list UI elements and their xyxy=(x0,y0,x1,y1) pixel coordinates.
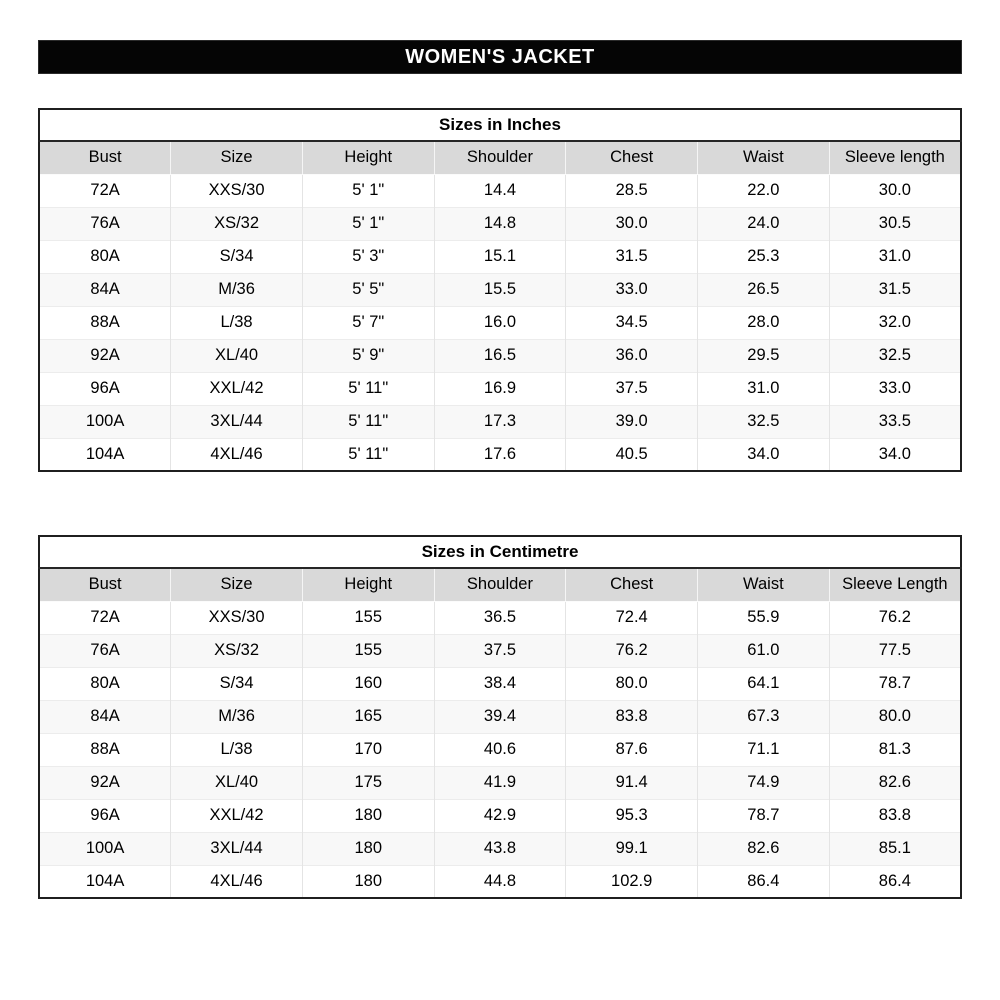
table-title: Sizes in Centimetre xyxy=(39,536,961,568)
table-cell: 5' 9" xyxy=(302,339,434,372)
table-cell: 80A xyxy=(39,240,171,273)
table-cell: 37.5 xyxy=(434,634,566,667)
table-cell: 17.6 xyxy=(434,438,566,471)
table-cell: 30.0 xyxy=(566,207,698,240)
table-cell: 67.3 xyxy=(698,700,830,733)
table-cell: 95.3 xyxy=(566,799,698,832)
table-cell: 96A xyxy=(39,372,171,405)
table-cell: XXL/42 xyxy=(171,799,303,832)
table-row xyxy=(39,174,961,207)
table-cell: 5' 7" xyxy=(302,306,434,339)
table-cell: 76A xyxy=(39,207,171,240)
table-cell: 4XL/46 xyxy=(171,438,303,471)
table-cell: 74.9 xyxy=(698,766,830,799)
table-cell: 3XL/44 xyxy=(171,832,303,865)
page-title: WOMEN'S JACKET xyxy=(405,45,595,68)
table-cell: 100A xyxy=(39,405,171,438)
table-cell: 16.9 xyxy=(434,372,566,405)
table-cell: 32.0 xyxy=(829,306,961,339)
table-cell: 14.8 xyxy=(434,207,566,240)
table-cell: 29.5 xyxy=(698,339,830,372)
column-header-bust: Bust xyxy=(39,141,171,174)
table-cell: 165 xyxy=(302,700,434,733)
table-cell: 78.7 xyxy=(829,667,961,700)
table-cell: 41.9 xyxy=(434,766,566,799)
table-row xyxy=(39,700,961,733)
table-cell: 85.1 xyxy=(829,832,961,865)
table-cell: 180 xyxy=(302,865,434,898)
table-cell: XL/40 xyxy=(171,766,303,799)
table-cell: 76A xyxy=(39,634,171,667)
table-cell: 170 xyxy=(302,733,434,766)
table-cell: 28.5 xyxy=(566,174,698,207)
table-row xyxy=(39,273,961,306)
table-cell: 72.4 xyxy=(566,601,698,634)
table-cell: 43.8 xyxy=(434,832,566,865)
column-header-height: Height xyxy=(302,568,434,601)
table-cell: 78.7 xyxy=(698,799,830,832)
table-cell: 44.8 xyxy=(434,865,566,898)
table-cell: 86.4 xyxy=(698,865,830,898)
table-cell: 87.6 xyxy=(566,733,698,766)
table-cell: 15.1 xyxy=(434,240,566,273)
table-cell: 30.5 xyxy=(829,207,961,240)
table-body xyxy=(39,174,961,471)
column-header-size: Size xyxy=(171,141,303,174)
table-row xyxy=(39,799,961,832)
table-cell: 16.0 xyxy=(434,306,566,339)
table-cell: 91.4 xyxy=(566,766,698,799)
table-cell: 30.0 xyxy=(829,174,961,207)
column-header-sleeve-length: Sleeve length xyxy=(829,141,961,174)
table-cell: 14.4 xyxy=(434,174,566,207)
table-cell: 5' 11" xyxy=(302,438,434,471)
table-cell: 34.5 xyxy=(566,306,698,339)
table-cell: 26.5 xyxy=(698,273,830,306)
table-row xyxy=(39,832,961,865)
table-body xyxy=(39,601,961,898)
table-cell: 96A xyxy=(39,799,171,832)
table-cell: 82.6 xyxy=(698,832,830,865)
table-cell: XL/40 xyxy=(171,339,303,372)
table-cell: XXL/42 xyxy=(171,372,303,405)
column-header-height: Height xyxy=(302,141,434,174)
table-cell: 80A xyxy=(39,667,171,700)
table-title-row xyxy=(39,109,961,141)
column-header-shoulder: Shoulder xyxy=(434,141,566,174)
table-cell: 82.6 xyxy=(829,766,961,799)
table-row xyxy=(39,438,961,471)
table-cell: 104A xyxy=(39,865,171,898)
table-cell: 88A xyxy=(39,306,171,339)
column-header-shoulder: Shoulder xyxy=(434,568,566,601)
column-header-sleeve-length: Sleeve Length xyxy=(829,568,961,601)
table-cell: 92A xyxy=(39,766,171,799)
column-header-chest: Chest xyxy=(566,141,698,174)
table-cell: 36.5 xyxy=(434,601,566,634)
table-cell: 81.3 xyxy=(829,733,961,766)
table-cell: 31.0 xyxy=(698,372,830,405)
table-row xyxy=(39,240,961,273)
table-cell: 72A xyxy=(39,174,171,207)
table-cell: 5' 3" xyxy=(302,240,434,273)
table-cell: 100A xyxy=(39,832,171,865)
column-header-row xyxy=(39,568,961,601)
table-row xyxy=(39,766,961,799)
table-cell: 76.2 xyxy=(829,601,961,634)
table-cell: L/38 xyxy=(171,733,303,766)
table-cell: 22.0 xyxy=(698,174,830,207)
table-row xyxy=(39,405,961,438)
table-row xyxy=(39,306,961,339)
table-cell: 64.1 xyxy=(698,667,830,700)
table-cell: M/36 xyxy=(171,273,303,306)
table-cell: 71.1 xyxy=(698,733,830,766)
table-cell: 180 xyxy=(302,799,434,832)
table-cell: 55.9 xyxy=(698,601,830,634)
table-cell: 83.8 xyxy=(566,700,698,733)
table-cell: 33.0 xyxy=(566,273,698,306)
column-header-waist: Waist xyxy=(698,141,830,174)
table-cell: 34.0 xyxy=(698,438,830,471)
table-cell: 180 xyxy=(302,832,434,865)
table-cell: 40.6 xyxy=(434,733,566,766)
table-cell: 5' 11" xyxy=(302,372,434,405)
table-cell: 34.0 xyxy=(829,438,961,471)
table-cell: 31.0 xyxy=(829,240,961,273)
table-cell: 84A xyxy=(39,273,171,306)
table-cell: 160 xyxy=(302,667,434,700)
table-cell: S/34 xyxy=(171,240,303,273)
table-cell: 37.5 xyxy=(566,372,698,405)
table-cell: 61.0 xyxy=(698,634,830,667)
page-title-banner xyxy=(38,40,962,74)
table-row xyxy=(39,339,961,372)
table-cell: S/34 xyxy=(171,667,303,700)
table-cell: 80.0 xyxy=(566,667,698,700)
column-header-bust: Bust xyxy=(39,568,171,601)
table-cell: 16.5 xyxy=(434,339,566,372)
table-cell: 32.5 xyxy=(698,405,830,438)
table-cell: 42.9 xyxy=(434,799,566,832)
table-cell: 5' 11" xyxy=(302,405,434,438)
table-cell: 32.5 xyxy=(829,339,961,372)
table-cell: XXS/30 xyxy=(171,174,303,207)
table-cell: 33.0 xyxy=(829,372,961,405)
table-cell: 99.1 xyxy=(566,832,698,865)
table-cell: 86.4 xyxy=(829,865,961,898)
table-cell: 33.5 xyxy=(829,405,961,438)
table-cell: 88A xyxy=(39,733,171,766)
table-row xyxy=(39,601,961,634)
table-cell: 38.4 xyxy=(434,667,566,700)
table-cell: 83.8 xyxy=(829,799,961,832)
table-cell: 24.0 xyxy=(698,207,830,240)
table-cell: 39.0 xyxy=(566,405,698,438)
column-header-row xyxy=(39,141,961,174)
table-cell: 5' 1" xyxy=(302,174,434,207)
table-row xyxy=(39,865,961,898)
table-cell: 104A xyxy=(39,438,171,471)
table-title-row xyxy=(39,536,961,568)
table-cell: 80.0 xyxy=(829,700,961,733)
column-header-size: Size xyxy=(171,568,303,601)
table-cell: 36.0 xyxy=(566,339,698,372)
table-cell: XXS/30 xyxy=(171,601,303,634)
table-cell: 28.0 xyxy=(698,306,830,339)
table-cell: 25.3 xyxy=(698,240,830,273)
table-cell: 155 xyxy=(302,601,434,634)
table-cell: 4XL/46 xyxy=(171,865,303,898)
table-cell: 15.5 xyxy=(434,273,566,306)
table-cell: 40.5 xyxy=(566,438,698,471)
table-cell: 31.5 xyxy=(829,273,961,306)
table-cell: 39.4 xyxy=(434,700,566,733)
sizes-in-centimetre-table xyxy=(38,535,962,899)
table-cell: 175 xyxy=(302,766,434,799)
table-cell: 3XL/44 xyxy=(171,405,303,438)
table-cell: M/36 xyxy=(171,700,303,733)
table-cell: 31.5 xyxy=(566,240,698,273)
table-row xyxy=(39,634,961,667)
table-cell: 77.5 xyxy=(829,634,961,667)
table-cell: L/38 xyxy=(171,306,303,339)
table-cell: 76.2 xyxy=(566,634,698,667)
table-cell: 102.9 xyxy=(566,865,698,898)
table-row xyxy=(39,733,961,766)
table-cell: 5' 5" xyxy=(302,273,434,306)
column-header-waist: Waist xyxy=(698,568,830,601)
table-cell: 72A xyxy=(39,601,171,634)
column-header-chest: Chest xyxy=(566,568,698,601)
table-cell: 155 xyxy=(302,634,434,667)
table-title: Sizes in Inches xyxy=(39,109,961,141)
table-cell: 5' 1" xyxy=(302,207,434,240)
table-cell: 17.3 xyxy=(434,405,566,438)
table-row xyxy=(39,667,961,700)
sizes-in-inches-table xyxy=(38,108,962,472)
table-row xyxy=(39,372,961,405)
table-cell: 84A xyxy=(39,700,171,733)
table-cell: XS/32 xyxy=(171,634,303,667)
table-cell: XS/32 xyxy=(171,207,303,240)
table-row xyxy=(39,207,961,240)
table-cell: 92A xyxy=(39,339,171,372)
